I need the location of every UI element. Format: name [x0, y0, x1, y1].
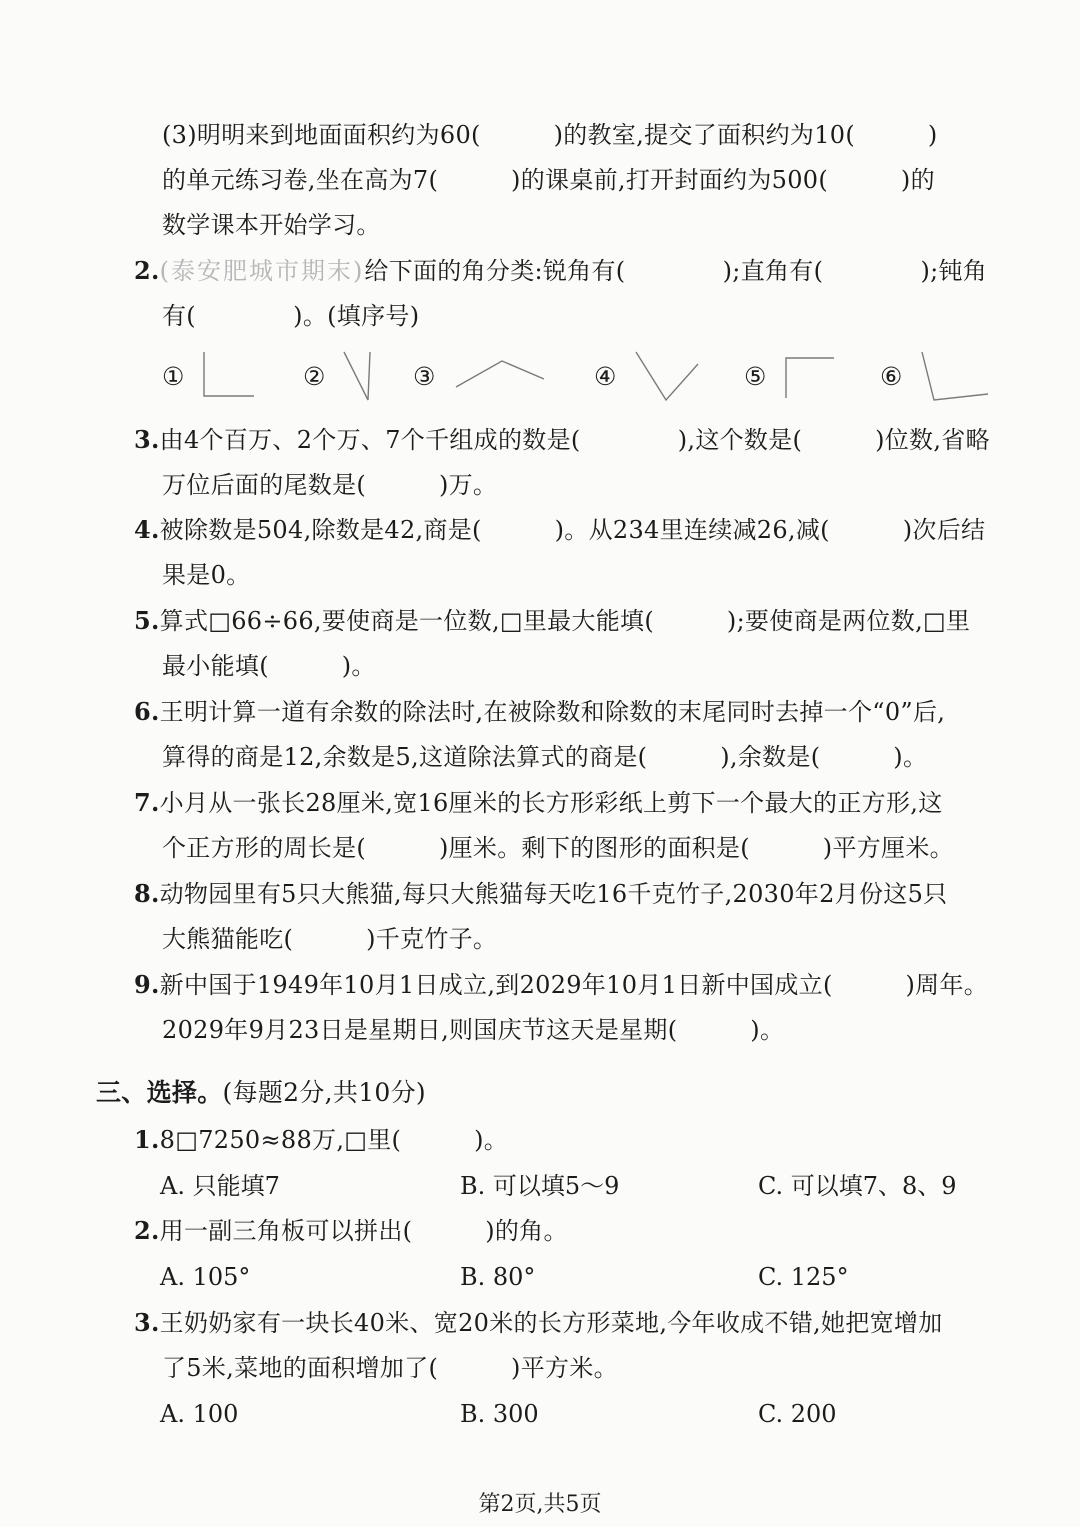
angle-label-5: ⑤ [744, 362, 767, 391]
choice-q1-option-c[interactable]: C. 可以填7、8、9 [758, 1172, 957, 1200]
choice-q2-text: 用一副三角板可以拼出( )的角。 [159, 1217, 568, 1245]
choice-q3-number: 3. [134, 1308, 160, 1337]
angle-figure-6 [918, 350, 993, 406]
choice-q2-number: 2. [134, 1216, 160, 1245]
q1-part3-line-3: 数学课本开始学习。 [162, 211, 381, 239]
q4-text: 被除数是504,除数是42,商是( )。从234里连续减26,减( )次后结 [159, 516, 986, 544]
angle-label-4: ④ [594, 362, 617, 391]
choice-q1-text: 8□7250≈88万,□里( )。 [159, 1126, 509, 1154]
choice-q2-option-a[interactable]: A. 105° [160, 1263, 251, 1291]
q5-number: 5. [134, 606, 160, 635]
q6-line-1 [134, 695, 945, 729]
choice-q1-stem [134, 1123, 508, 1157]
choice-q2-option-c[interactable]: C. 125° [758, 1263, 849, 1291]
q4-line-1 [134, 513, 985, 547]
q3-line-1 [134, 423, 990, 457]
q4-number: 4. [134, 515, 160, 544]
q7-text: 小月从一张长28厘米,宽16厘米的长方形彩纸上剪下一个最大的正方形,这 [159, 789, 943, 817]
q1-part3-line-2: 的单元练习卷,坐在高为7( )的课桌前,打开封面约为500( )的 [162, 166, 935, 194]
q3-line-2: 万位后面的尾数是( )万。 [162, 471, 498, 499]
q3-text: 由4个百万、2个万、7个千组成的数是( ),这个数是( )位数,省略 [159, 426, 990, 454]
q5-line-2: 最小能填( )。 [162, 652, 376, 680]
q8-number: 8. [134, 879, 160, 908]
q9-line-2: 2029年9月23日是星期日,则国庆节这天是星期( )。 [162, 1016, 785, 1044]
q2-text: 给下面的角分类:锐角有( );直角有( );钝角 [364, 257, 988, 285]
q2-source: (泰安肥城市期末) [159, 257, 365, 285]
q9-text: 新中国于1949年10月1日成立,到2029年10月1日新中国成立( )周年。 [159, 971, 989, 999]
q5-text: 算式□66÷66,要使商是一位数,□里最大能填( );要使商是两位数,□里 [159, 607, 971, 635]
q2-line-2: 有( )。(填序号) [162, 302, 420, 330]
angle-figure-2 [340, 350, 380, 402]
q8-line-1 [134, 877, 947, 911]
choice-q1-option-b[interactable]: B. 可以填5～9 [460, 1172, 620, 1200]
q7-line-1 [134, 786, 943, 820]
q6-text: 王明计算一道有余数的除法时,在被除数和除数的末尾同时去掉一个“0”后, [159, 698, 946, 726]
page-footer: 第2页,共5页 [478, 1492, 602, 1517]
q1-part3-line-1: (3)明明来到地面面积约为60( )的教室,提交了面积约为10( ) [162, 121, 938, 149]
q4-line-2: 果是0。 [162, 561, 251, 589]
angle-label-6: ⑥ [880, 362, 903, 391]
angle-label-2: ② [303, 362, 326, 391]
choice-q1-option-a[interactable]: A. 只能填7 [160, 1172, 280, 1200]
section-3-heading [96, 1076, 426, 1110]
choice-q3-option-b[interactable]: B. 300 [460, 1400, 539, 1428]
choice-q2-option-b[interactable]: B. 80° [460, 1263, 536, 1291]
section-3-title: 三、选择。 [96, 1078, 223, 1107]
q8-text: 动物园里有5只大熊猫,每只大熊猫每天吃16千克竹子,2030年2月份这5只 [159, 880, 948, 908]
choice-q1-number: 1. [134, 1125, 160, 1154]
angle-label-3: ③ [413, 362, 436, 391]
choice-q2-stem [134, 1214, 568, 1248]
choice-q3-line-2: 了5米,菜地的面积增加了( )平方米。 [162, 1354, 618, 1382]
choice-q3-option-c[interactable]: C. 200 [758, 1400, 837, 1428]
angle-label-1: ① [162, 362, 185, 391]
q3-number: 3. [134, 425, 160, 454]
choice-q3-option-a[interactable]: A. 100 [160, 1400, 239, 1428]
section-3-note: (每题2分,共10分) [222, 1078, 426, 1107]
choice-q3-line-1 [134, 1306, 943, 1340]
q9-line-1 [134, 968, 988, 1002]
q7-number: 7. [134, 788, 160, 817]
q2-line-1 [134, 254, 987, 288]
q5-line-1 [134, 604, 970, 638]
q9-number: 9. [134, 970, 160, 999]
angle-figure-3 [450, 355, 550, 395]
q6-line-2: 算得的商是12,余数是5,这道除法算式的商是( ),余数是( )。 [162, 743, 928, 771]
angle-figure-5 [780, 352, 840, 402]
q6-number: 6. [134, 697, 160, 726]
angle-figure-4 [632, 350, 702, 402]
q8-line-2: 大熊猫能吃( )千克竹子。 [162, 925, 498, 953]
choice-q3-text: 王奶奶家有一块长40米、宽20米的长方形菜地,今年收成不错,她把宽增加 [159, 1309, 943, 1337]
q2-number: 2. [134, 256, 160, 285]
angle-figure-1 [198, 350, 258, 402]
q7-line-2: 个正方形的周长是( )厘米。剩下的图形的面积是( )平方厘米。 [162, 834, 954, 862]
